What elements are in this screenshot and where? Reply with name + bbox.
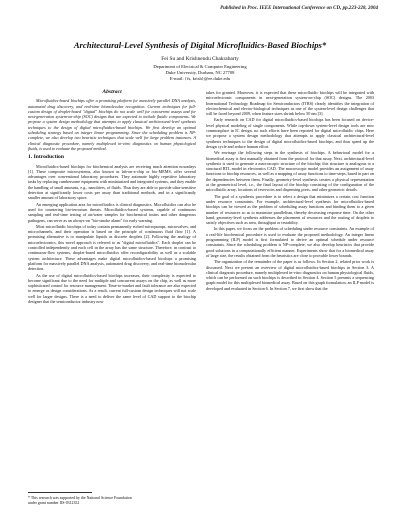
intro-paragraph: As the use of digital microfluidics-based biochips increases, their complexity is expected to become significant due to the need for multiple and concurrent assays on the chip, as well as more sophisticated control for resource management. Time-to-market and fault tolerance are also expected to emerge as design considerations. As a result, current full-custom design techniques will not scale well for larger designs. There is a need to deliver the same level of CAD support to the biochip designer that the semiconductor industry now [28, 272, 196, 304]
authors: Fei Su and Krishnendu Chakrabarty [161, 56, 239, 62]
publication-note: Published in Proc. IEEE International Conference on CD, pp.223-228, 2004 [220, 6, 378, 11]
intro-paragraph: Microfluidics-based biochips for biochemical analysis are receiving much attention nowadays [1]. These composite microsystems, also known as lab-on-a-chip or bio-MEMS, offer several advantages over conventional laboratory procedures. They automate highly repetitive laboratory tasks by replacing cumbersome equipment with miniaturized and integrated systems, and they enable the handling of small amounts, e.g., nanoliters, of fluids. Thus they are able to provide ultra-sensitive detection at significantly lower costs per assay than traditional methods, and in a significantly smaller amount of laboratory space. [28, 163, 196, 201]
abstract-text: Microfluidics-based biochips offer a promising platform for massively parallel DNA analysis, automated drug discovery, and real-time biomolecular recognition. Current techniques for full-custom design of droplet-based "digital" biochips do not scale well for concurrent assays and for next-generation system-on-chip (SOC) designs that are expected to include fluidic components. We propose a system design methodology that attempts to apply classical architectural-level synthesis techniques to the design of digital microfluidics-based biochips. We first develop an optimal scheduling strategy based on integer linear programming. Since the scheduling problem is NP-complete, we also develop two heuristic techniques that scale well for large problem instances. A clinical diagnostic procedure, namely multiplexed in-vitro diagnostics on human physiological fluids, is used to evaluate the proposed method. [28, 98, 196, 151]
intro-paragraph: Most microfluidic biochips of today contain permanently etched micropumps, microvalves, and microchannels, and their operation is based on the principle of continuous fluid flow [1]. A promising alternative is to manipulate liquids as discrete droplets [2]. Following the analogy of microelectronics, this novel approach is referred to as "digital microfluidics". Each droplet can be controlled independently and each cell in the array has the same structure. Therefore, in contrast to continuous-flow systems, droplet-based microfluidics offer reconfigurability as well as a scalable system architecture. These advantages make digital microfluidics-based biochips a promising platform for massively parallel DNA analysis, automated drug discovery, and real-time biomolecular detection. [28, 223, 196, 272]
footnote-line: * This research was supported by the National Science Foundation [28, 496, 132, 500]
body-paragraph: In this paper, we focus on the problem of scheduling under resource constraints. An example of a real-life biochemical procedure is used to evaluate the proposed methodology. An integer linear programming (ILP) model is first formulated to derive an optimal schedule under resource constraints. Since the scheduling problem is NP-complete, we also develop heuristics that provide good solutions in a computationally efficient manner. Experiments show that for a biomedical assay of large size, the results obtained from the heuristics are close to provable lower bounds. [206, 226, 374, 258]
section-heading-introduction: 1. Introduction [28, 154, 64, 161]
footnote-rule [28, 492, 92, 493]
body-paragraph: The organization of the remainder of the paper is as follows. In Section 2, related prior work is discussed. Next we present an overview of digital microfluidics-based biochips in Section 3. A clinical diagnosis procedure, namely multiplexed in-vitro diagnostics on human physiological fluids, which can be performed on such biochips is described in Section 4. Section 5 presents a sequencing graph model for this multiplexed biomedical assay. Based on this graph formulation, an ILP model is developed and evaluated in Section 6. In Section 7, we first show that the [206, 259, 374, 291]
intro-paragraph: An emerging application area for microfluidics is clinical diagnostics. Microfluidics can also be used for countering bio-terrorism threats. Microfluidics-based systems, capable of continuous sampling and real-time testing of air/water samples for biochemical toxins and other dangerous pathogens, can serve as an always-on "bio-smoke alarm" for early warning. [28, 201, 196, 223]
body-paragraph: takes for granted. Moreover, it is expected that these microfluidic biochips will be integrated with microelectronic components in next-generation system-on-chip (SOC) designs. The 2003 International Technology Roadmap for Semiconductors (ITRS) clearly identifies the integration of electrochemical and electro-biological techniques as one of the system-level design challenges that will be faced beyond 2009, when feature sizes shrink below 50 nm [3]. [206, 90, 374, 117]
left-column [28, 90, 196, 305]
footnote-line: under grant number IIS-0312352 [28, 500, 80, 505]
body-paragraph: Early research on CAD for digital microfluidics-based biochips has been focused on device-level physical modeling of single components. While top-down system-level design tools are now commonplace in IC design, no such efforts have been reported for digital microfluidic chips. Here we propose a system design methodology that attempts to apply classical architectural-level synthesis techniques to the design of digital microfluidics-based biochips, and thus speed up the design cycle and reduce human effort. [206, 117, 374, 149]
affiliation-email: E-mail: {fs, krish}@ee.duke.edu [169, 76, 231, 81]
body-paragraph: The goal of a synthesis procedure is to select a design that minimizes a certain cost function under resource constraints. For example, architectural-level synthesis for microfluidics-based biochips can be viewed as the problem of scheduling assay functions and binding them to a given number of resources so as to maximize parallelism, thereby decreasing response time. On the other hand, geometry-level synthesis addresses the placement of resources and the routing of droplets to satisfy objectives such as area, throughput or testability. [206, 193, 374, 226]
affiliation-department: Department of Electrical & Computer Engineering [153, 64, 247, 69]
affiliation-university: Duke University, Durham, NC 27708 [165, 70, 235, 75]
paper-title: Architectural-Level Synthesis of Digital Microfluidics-Based Biochips* [73, 40, 327, 50]
right-column [206, 90, 374, 292]
footnote [28, 496, 196, 506]
body-paragraph: We envisage the following steps in the synthesis of biochips. A behavioral model for a biomedical assay is first manually obtained from the protocol for that assay. Next, architectural-level synthesis is used to generate a macroscopic structure of the biochip; this structure is analogous to a structural RTL model in electronics CAD. The macroscopic model provides an assignment of assay functions to biochip resources, as well as a mapping of assay functions to time-steps, based in part on the dependencies between them. Finally, geometry-level synthesis creates a physical representation at the geometrical level, i.e., the final layout of the biochip consisting of the configuration of the microfluidic array, locations of reservoirs and dispensing ports, and other geometric details. [206, 150, 375, 193]
abstract-heading: Abstract [102, 89, 122, 95]
